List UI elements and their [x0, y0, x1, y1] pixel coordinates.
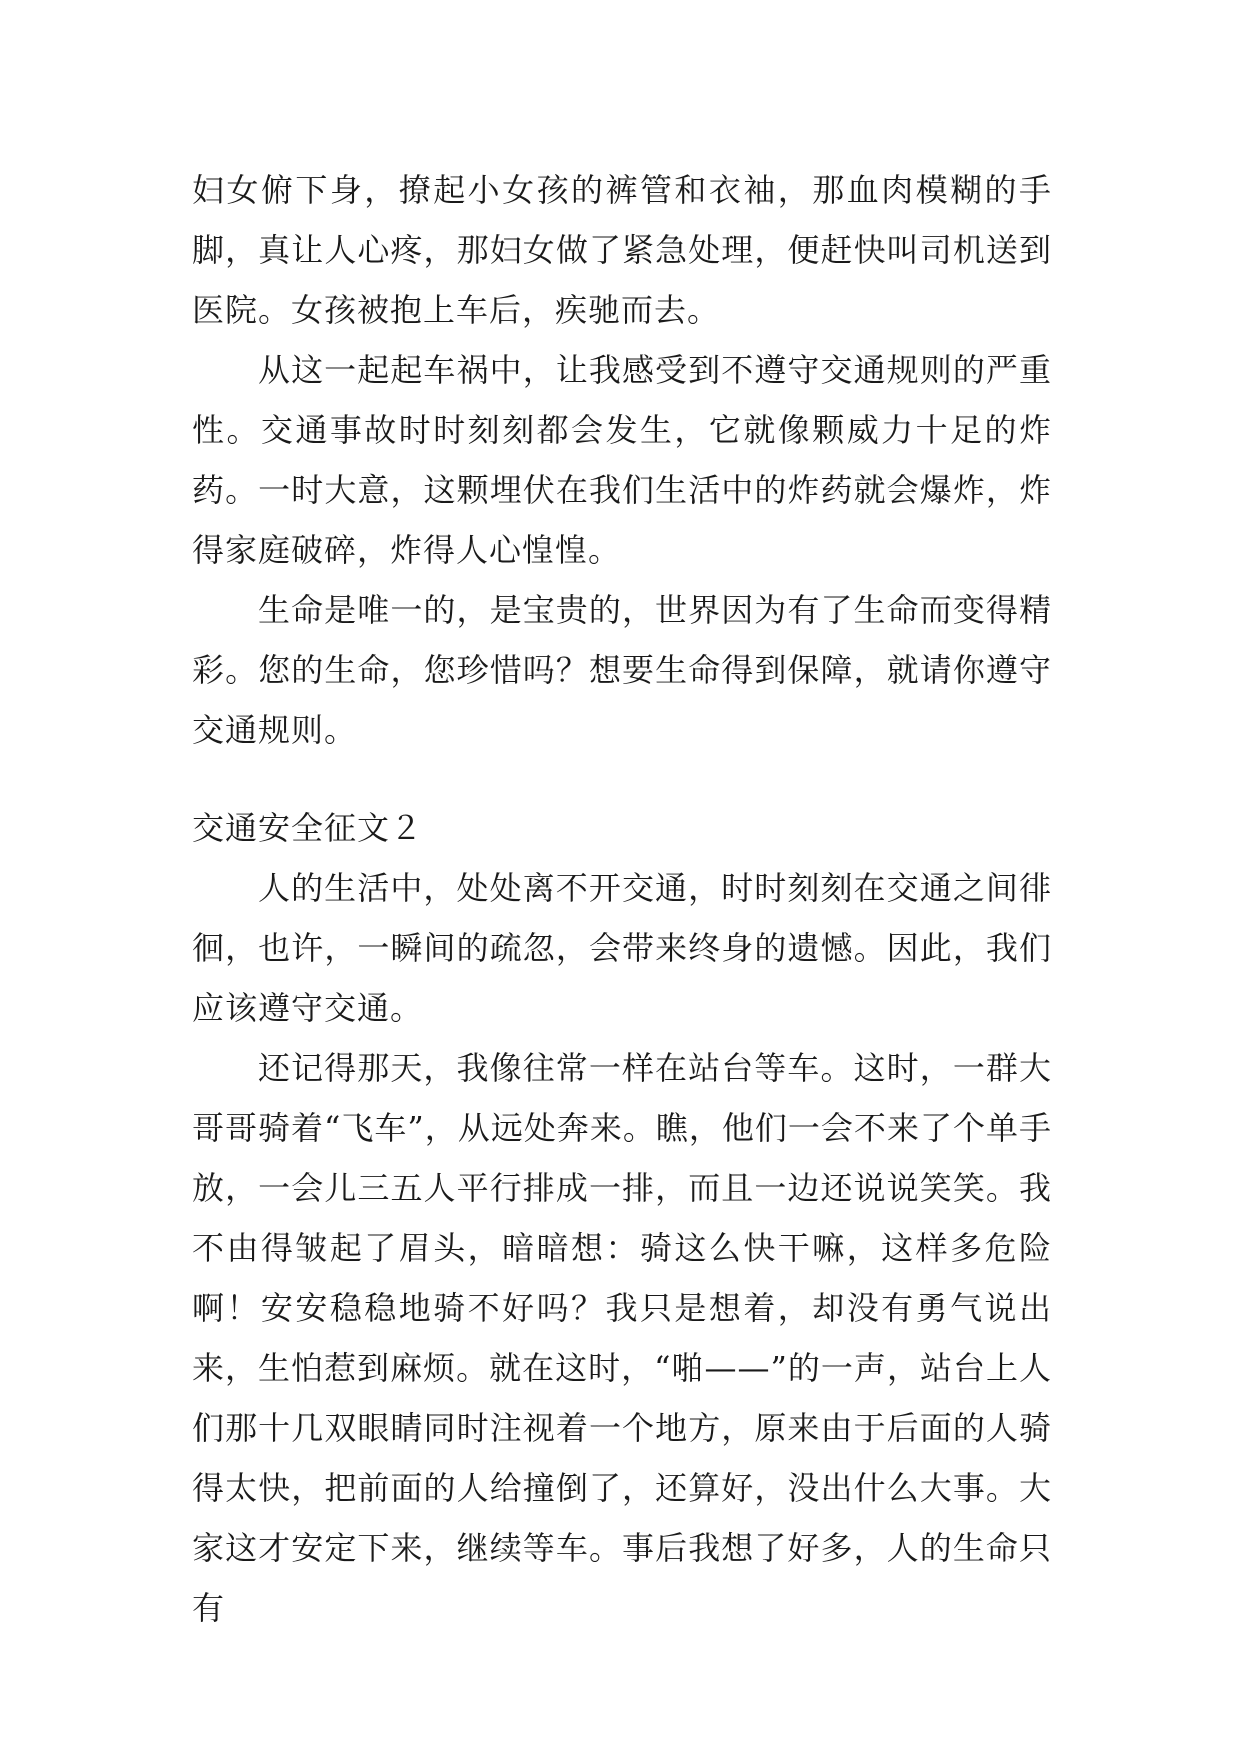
paragraph: 人的生活中，处处离不开交通，时时刻刻在交通之间徘徊，也许，一瞬间的疏忽，会带来终身的遗憾。因此，我们应该遵守交通。 [192, 869, 1052, 1027]
paragraph: 从这一起起车祸中，让我感受到不遵守交通规则的严重性。交通事故时时刻刻都会发生，它就像颗威力十足的炸药。一时大意，这颗埋伏在我们生活中的炸药就会爆炸，炸得家庭破碎，炸得人心惶惶。 [192, 351, 1052, 569]
section-2 [192, 798, 1052, 1638]
section-1 [192, 160, 1052, 760]
paragraph-continued: 妇女俯下身，撩起小女孩的裤管和衣袖，那血肉模糊的手脚，真让人心疼，那妇女做了紧急处理，便赶快叫司机送到医院。女孩被抱上车后，疾驰而去。 [192, 171, 1052, 329]
paragraph: 生命是唯一的，是宝贵的，世界因为有了生命而变得精彩。您的生命，您珍惜吗？想要生命得到保障，就请你遵守交通规则。 [192, 591, 1052, 749]
paragraph: 还记得那天，我像往常一样在站台等车。这时，一群大哥哥骑着“飞车”，从远处奔来。瞧，他们一会不来了个单手放，一会儿三五人平行排成一排，而且一边还说说笑笑。我不由得皱起了眉头，暗暗想：骑这么快干嘛，这样多危险啊！安安稳稳地骑不好吗？我只是想着，却没有勇气说出来，生怕惹到麻烦。就在这时，“啪——”的一声，站台上人们那十几双眼睛同时注视着一个地方，原来由于后面的人骑得太快，把前面的人给撞倒了，还算好，没出什么大事。大家这才安定下来，继续等车。事后我想了好多，人的生命只有 [192, 1049, 1052, 1627]
section-heading: 交通安全征文２ [192, 809, 424, 847]
